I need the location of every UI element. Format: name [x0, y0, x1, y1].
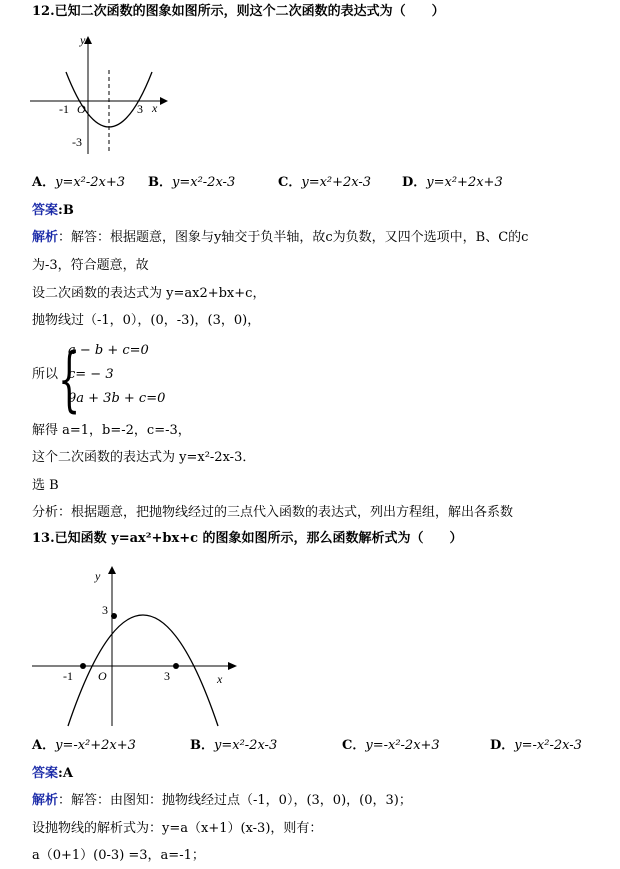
q13-x-arrow [228, 662, 237, 670]
q12-x-label: x [152, 101, 158, 115]
q13-option-c: C．y=-x²-2x+3 [342, 738, 440, 753]
q12-3-label: 3 [137, 102, 143, 116]
q13-neg1-label: -1 [63, 669, 73, 683]
q12-fenxi-line: 分析：根据题意，把抛物线经过的三点代入函数的表达式，列出方程组，解出各系数 [32, 505, 514, 520]
q13-graph [30, 562, 245, 730]
q13-setup-line: 设抛物线的解析式为：y=a（x+1）(x-3)，则有： [32, 821, 323, 836]
q12-points-line: 抛物线过（-1，0），(0，-3)，(3，0)， [32, 313, 261, 328]
q13-calc-line: a（0+1）(0-3) =3，a=-1； [32, 848, 205, 863]
q13-answer: 答案:A [32, 766, 73, 781]
q12-option-a: A．y=x²-2x+3 [32, 175, 126, 190]
q13-3x-label: 3 [164, 669, 170, 683]
q12-option-c: C．y=x²+2x-3 [278, 175, 372, 190]
q12-result-line: 这个二次函数的表达式为 y=x²-2x-3． [32, 450, 256, 465]
q12-option-d: D．y=x²+2x+3 [402, 175, 503, 190]
q12-analysis-line1: 解析：解答：根据题意，图象与y轴交于负半轴，故c为负数，又四个选项中，B、C的c [32, 230, 529, 245]
q13-point-y3 [111, 613, 117, 619]
q12-system-prefix: 所以 [32, 367, 59, 382]
q12-stem: 12.已知二次函数的图象如图所示，则这个二次函数的表达式为（ ） [32, 4, 445, 19]
q13-y-arrow [108, 566, 116, 574]
q12-setup-line: 设二次函数的表达式为 y=ax2+bx+c， [32, 286, 266, 301]
q12-x-arrow [160, 97, 168, 105]
q12-system-eq3: 9a + 3b + c=0 [68, 391, 166, 406]
q13-x-label: x [217, 672, 223, 686]
q12-option-b: B．y=x²-2x-3 [148, 175, 236, 190]
q12-answer: 答案:B [32, 203, 74, 218]
q13-option-b: B．y=x²-2x-3 [190, 738, 278, 753]
q13-point-neg1 [80, 663, 86, 669]
q13-parabola [68, 615, 218, 726]
q13-stem: 13.已知函数 y=ax²+bx+c 的图象如图所示，那么函数解析式为（ ） [32, 531, 463, 546]
q13-option-a: A．y=-x²+2x+3 [32, 738, 136, 753]
q12-system-eq1: a − b + c=0 [68, 343, 149, 358]
q12-neg3-label: -3 [72, 135, 82, 149]
q12-system-eq2: c= − 3 [68, 367, 114, 382]
q13-origin-label: O [98, 669, 107, 683]
q12-y-label: y [80, 33, 86, 47]
q13-3y-label: 3 [102, 603, 108, 617]
q12-choose-line: 选 B [32, 478, 59, 493]
q12-analysis-line2: 为-3，符合题意，故 [32, 258, 149, 273]
q13-point-3 [173, 663, 179, 669]
q12-solve-line: 解得 a=1，b=-2，c=-3， [32, 423, 191, 438]
q12-graph [28, 30, 168, 165]
q13-option-d: D．y=-x²-2x-3 [490, 738, 582, 753]
q13-analysis-line1: 解析：解答：由图知：抛物线经过点（-1，0），(3，0)，(0，3)； [32, 793, 412, 808]
q13-y-label: y [95, 569, 101, 583]
q12-neg1-label: -1 [59, 102, 69, 116]
q12-system-brace: { [58, 338, 81, 420]
q12-origin-label: O [77, 102, 86, 116]
